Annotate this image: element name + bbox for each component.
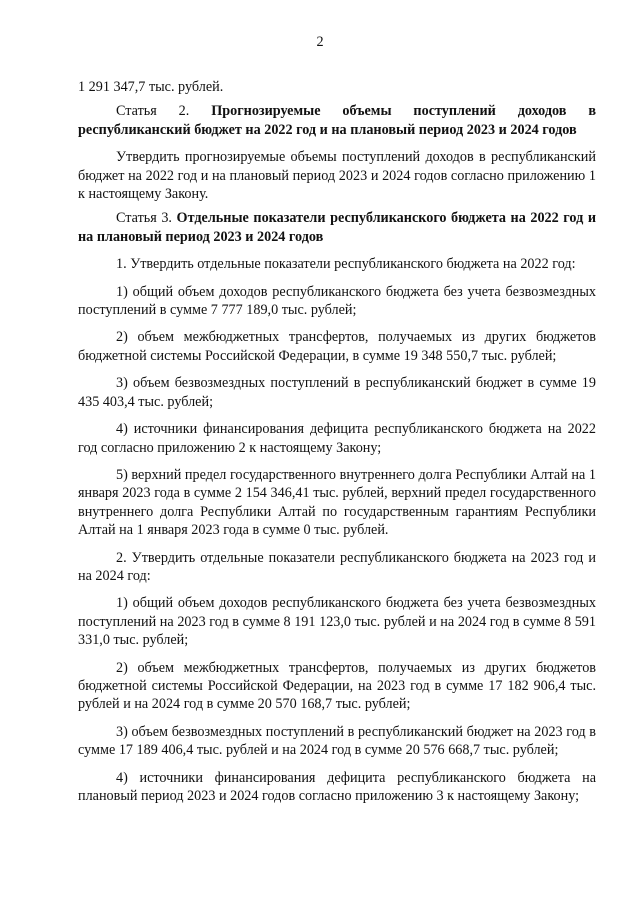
clause-1-item-2: 2) объем межбюджетных трансфертов, получаемых из других бюджетов бюджетной системы Российской Федерации, в сумме 19 348 550,7 тыс. рублей;: [78, 329, 596, 364]
clause-2-item-3: 3) объем безвозмездных поступлений в республиканский бюджет на 2023 год в сумме 17 189 406,4 тыс. рублей и на 2024 год в сумме 20 576 668,7 тыс. рублей;: [78, 723, 596, 759]
page-number: 2: [316, 34, 324, 50]
document-body: [78, 78, 596, 805]
paragraph-continuation: 1 291 347,7 тыс. рублей.: [78, 79, 224, 95]
article-3-heading: [78, 209, 596, 246]
article-2-title: Прогнозируемые объемы поступлений доходов в республиканский бюджет на 2022 год и на плановый период 2023 и 2024 годов: [78, 103, 596, 138]
article-3-prefix: Статья 3.: [116, 210, 177, 227]
clause-1-item-5: 5) верхний предел государственного внутреннего долга Республики Алтай на 1 января 2023 года в сумме 2 154 346,41 тыс. рублей, верхний предел государственного внутреннего долга Республики Алтай по государственным гарантиям Республики Алтай на 1 января 2023 года в сумме 0 тыс. рублей.: [78, 466, 596, 539]
article-2-prefix: Статья 2.: [116, 103, 212, 120]
clause-2-intro: 2. Утвердить отдельные показатели республиканского бюджета на 2023 год и на 2024 год:: [78, 549, 596, 584]
clause-1-item-4: 4) источники финансирования дефицита республиканского бюджета на 2022 год согласно приложению 2 к настоящему Закону;: [78, 421, 596, 456]
clause-1-item-1: 1) общий объем доходов республиканского бюджета без учета безвозмездных поступлений в сумме 7 777 189,0 тыс. рублей;: [78, 283, 596, 319]
clause-1-item-3: 3) объем безвозмездных поступлений в республиканский бюджет в сумме 19 435 403,4 тыс. рублей;: [78, 375, 596, 410]
article-2-heading: [78, 102, 596, 139]
article-3-title: Отдельные показатели республиканского бюджета на 2022 год и на плановый период 2023 и 2024 годов: [78, 210, 596, 245]
clause-2-item-2: 2) объем межбюджетных трансфертов, получаемых из других бюджетов бюджетной системы Российской Федерации, на 2023 год в сумме 17 182 906,4 тыс. рублей и на 2024 год в сумме 20 570 168,7 тыс. рублей;: [78, 659, 596, 713]
clause-2-item-4: 4) источники финансирования дефицита республиканского бюджета на плановый период 2023 и 2024 годов согласно приложению 3 к настоящему Закону;: [78, 769, 596, 804]
clause-1-intro: 1. Утвердить отдельные показатели республиканского бюджета на 2022 год:: [116, 256, 576, 273]
clause-2-item-1: 1) общий объем доходов республиканского бюджета без учета безвозмездных поступлений на 2023 год в сумме 8 191 123,0 тыс. рублей и на 2024 год в сумме 8 591 331,0 тыс. рублей;: [78, 595, 596, 649]
article-2-text: Утвердить прогнозируемые объемы поступлений доходов в республиканский бюджет на 2022 год и на плановый период 2023 и 2024 годов согласно приложению 1 к настоящему Закону.: [78, 149, 596, 203]
